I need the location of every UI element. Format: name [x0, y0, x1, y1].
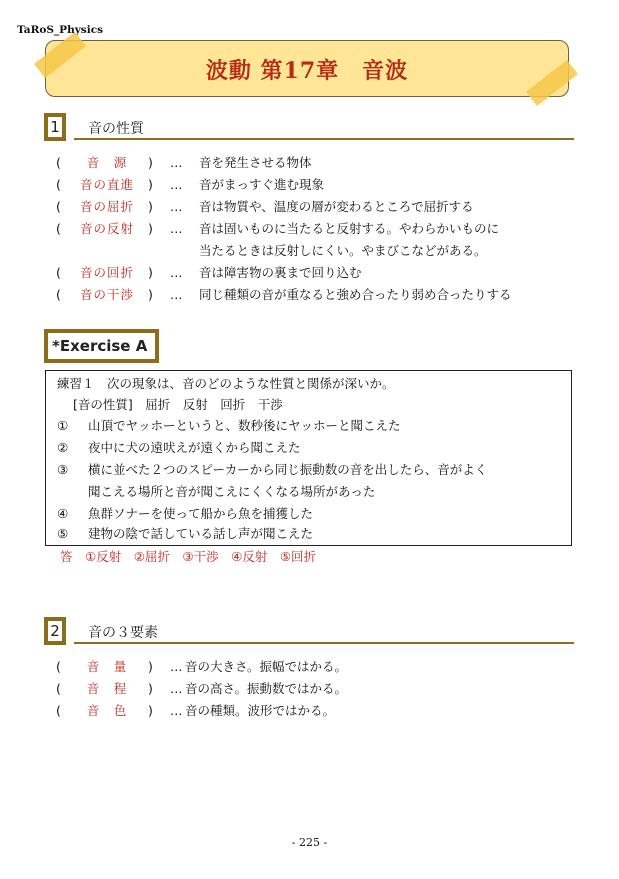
- ellipsis: …: [170, 155, 183, 170]
- section-2-title: 音の３要素: [88, 625, 158, 641]
- close-paren: ): [148, 177, 153, 192]
- definition-row: [56, 700, 586, 722]
- description: 音は障害物の裏まで回り込む: [199, 265, 362, 280]
- description: 音の種類。波形ではかる。: [185, 703, 336, 718]
- ellipsis: …: [170, 199, 183, 214]
- description: 音の高さ。振動数ではかる。: [185, 681, 348, 696]
- open-paren: (: [56, 199, 61, 214]
- item-text: 横に並べた２つのスピーカーから同じ振動数の音を出したら、音がよく: [88, 462, 488, 477]
- close-paren: ): [148, 199, 153, 214]
- item-text: 山頂でヤッホーというと、数秒後にヤッホーと聞こえた: [88, 418, 401, 433]
- ellipsis: …: [170, 681, 183, 696]
- term: 音 量: [86, 659, 128, 674]
- section-2-header: [44, 617, 574, 647]
- page-number: - 225 -: [291, 836, 328, 849]
- description: 音は固いものに当たると反射する。やわらかいものに: [199, 221, 500, 236]
- exercise-question: 練習１ 次の現象は、音のどのような性質と関係が深いか。: [57, 376, 395, 391]
- ellipsis: …: [170, 265, 183, 280]
- exercise-answer: 答 ①反射 ②屈折 ③干渉 ④反射 ⑤回折: [60, 549, 317, 564]
- definition-row: [56, 262, 586, 284]
- open-paren: (: [56, 287, 61, 302]
- definition-row: [56, 656, 586, 678]
- close-paren: ): [148, 287, 153, 302]
- section-1-header: [44, 113, 574, 143]
- description: 音がまっすぐ進む現象: [199, 177, 325, 192]
- item-text: 建物の陰で話している話し声が聞こえた: [88, 526, 314, 541]
- close-paren: ): [148, 681, 153, 696]
- term: 音の直進: [79, 177, 134, 192]
- item-marker: ③: [57, 462, 69, 477]
- ellipsis: …: [170, 177, 183, 192]
- definition-row: [56, 284, 586, 306]
- open-paren: (: [56, 681, 61, 696]
- item-marker: ⑤: [57, 526, 69, 541]
- term: 音 源: [86, 155, 128, 170]
- definition-row: [56, 678, 586, 700]
- exercise-label: *Exercise A: [44, 329, 159, 363]
- term: 音の反射: [79, 221, 134, 236]
- close-paren: ): [148, 703, 153, 718]
- page-title: 波動 第17章 音波: [205, 58, 409, 84]
- term: 音の屈折: [79, 199, 134, 214]
- term: 音の回折: [79, 265, 134, 280]
- description: 当たるときは反射しにくい。やまびこなどがある。: [199, 243, 487, 258]
- definition-row: [56, 196, 586, 218]
- open-paren: (: [56, 155, 61, 170]
- section-2-definition-list: [56, 656, 586, 722]
- ellipsis: …: [170, 703, 183, 718]
- item-marker: ②: [57, 440, 69, 455]
- item-marker: ①: [57, 418, 69, 433]
- open-paren: (: [56, 221, 61, 236]
- exercise-choices: [音の性質] 屈折 反射 回折 干渉: [73, 397, 283, 412]
- close-paren: ): [148, 221, 153, 236]
- description: 音は物質や、温度の層が変わるところで屈折する: [199, 199, 474, 214]
- section-1-title: 音の性質: [88, 121, 144, 137]
- title-banner: [45, 40, 569, 97]
- description: 音を発生させる物体: [199, 155, 312, 170]
- definition-row: [56, 174, 586, 196]
- open-paren: (: [56, 265, 61, 280]
- definition-row: [56, 152, 586, 174]
- section-1-number: 1: [44, 113, 66, 141]
- term: 音 色: [86, 703, 128, 718]
- item-text: 夜中に犬の遠吠えが遠くから聞こえた: [88, 440, 301, 455]
- item-marker: ④: [57, 506, 69, 521]
- definition-row-continuation: [56, 240, 586, 262]
- definition-row: [56, 218, 586, 240]
- term: 音 程: [86, 681, 128, 696]
- description: 同じ種類の音が重なると強め合ったり弱め合ったりする: [199, 287, 512, 302]
- open-paren: (: [56, 659, 61, 674]
- item-text: 魚群ソナーを使って船から魚を捕獲した: [88, 506, 314, 521]
- open-paren: (: [56, 177, 61, 192]
- description: 音の大きさ。振幅ではかる。: [185, 659, 348, 674]
- item-text: 聞こえる場所と音が聞こえにくくなる場所があった: [88, 484, 376, 499]
- section-1-rule: [74, 138, 574, 140]
- ellipsis: …: [170, 221, 183, 236]
- ellipsis: …: [170, 287, 183, 302]
- open-paren: (: [56, 703, 61, 718]
- section-1-definition-list: [56, 152, 586, 306]
- close-paren: ): [148, 265, 153, 280]
- ellipsis: …: [170, 659, 183, 674]
- brand-label: TaRoS_Physics: [17, 24, 104, 36]
- term: 音の干渉: [79, 287, 134, 302]
- close-paren: ): [148, 659, 153, 674]
- exercise-box: [45, 370, 572, 546]
- close-paren: ): [148, 155, 153, 170]
- section-2-number: 2: [44, 617, 66, 645]
- section-2-rule: [74, 642, 574, 644]
